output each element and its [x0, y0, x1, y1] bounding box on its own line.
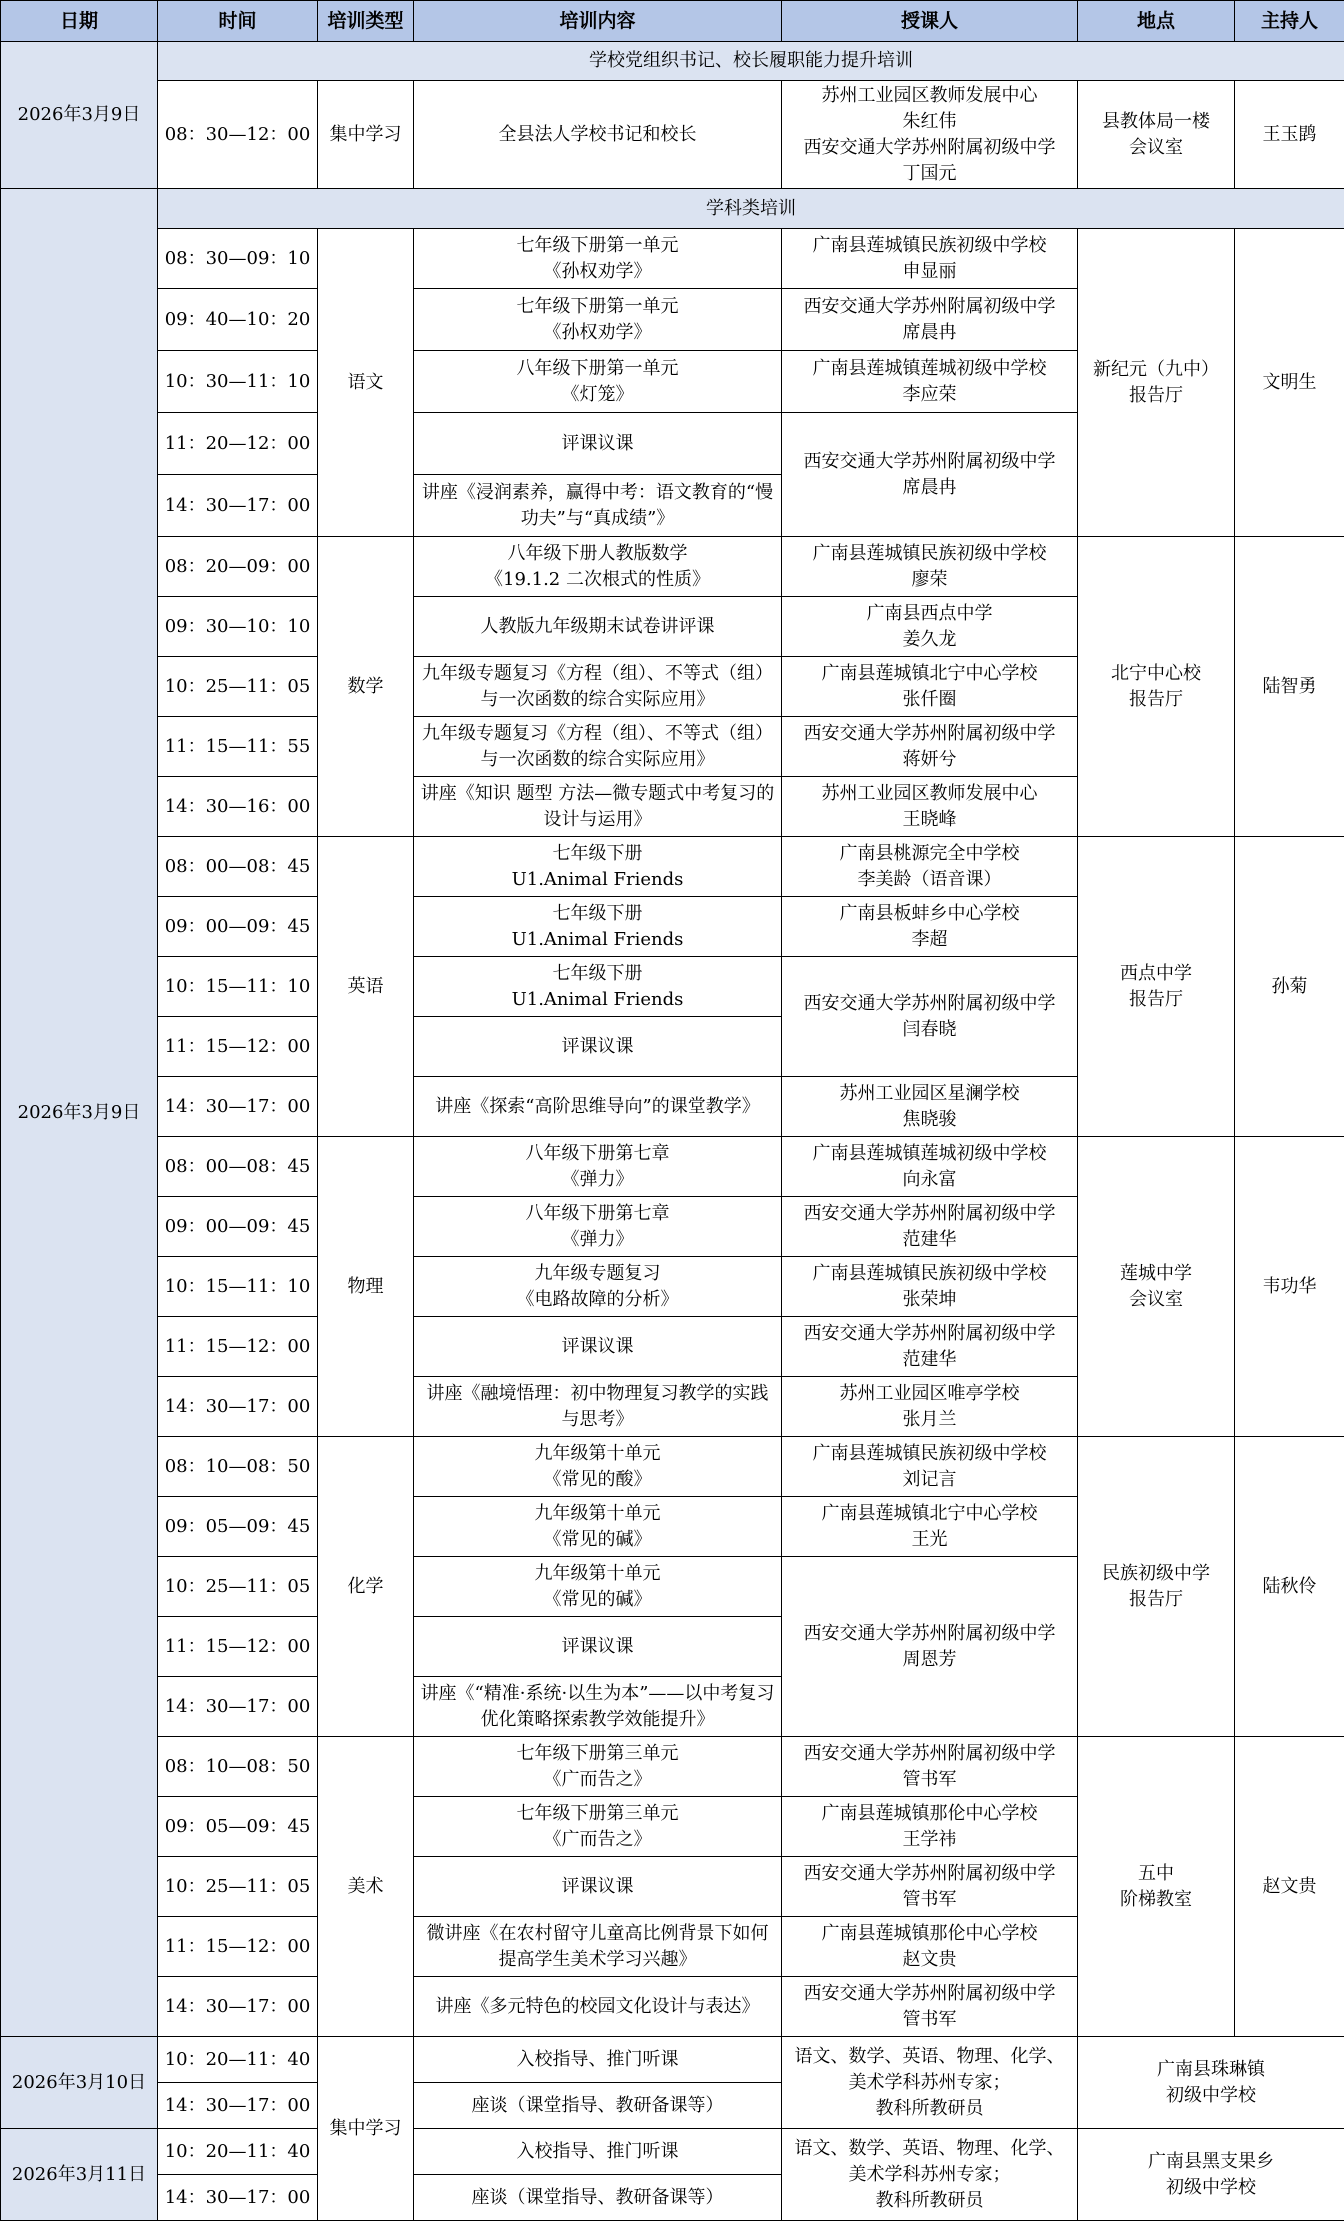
- date-cell: 2026年3月10日: [1, 2037, 158, 2129]
- teacher-cell: 西安交通大学苏州附属初级中学 范建华: [782, 1317, 1078, 1377]
- teacher-cell: 西安交通大学苏州附属初级中学 席晨冉: [782, 413, 1078, 537]
- time-cell: 11：15—12：00: [158, 1917, 318, 1977]
- section-title: 学科类培训: [158, 189, 1344, 229]
- host-cell: 韦功华: [1235, 1137, 1344, 1437]
- subject-cell-english: 英语: [318, 837, 414, 1137]
- teacher-cell: 西安交通大学苏州附属初级中学 蒋妍兮: [782, 717, 1078, 777]
- time-cell: 14：30—17：00: [158, 1077, 318, 1137]
- host-cell: 陆秋伶: [1235, 1437, 1344, 1737]
- teacher-cell: 广南县桃源完全中学校 李美龄（语音课）: [782, 837, 1078, 897]
- content-cell: 评课议课: [414, 1857, 782, 1917]
- time-cell: 10：15—11：10: [158, 957, 318, 1017]
- subject-cell-math: 数学: [318, 537, 414, 837]
- content-cell: 讲座《多元特色的校园文化设计与表达》: [414, 1977, 782, 2037]
- location-cell: 北宁中心校 报告厅: [1078, 537, 1235, 837]
- host-cell: 赵文贵: [1235, 1737, 1344, 2037]
- teacher-cell: 西安交通大学苏州附属初级中学 管书军: [782, 1737, 1078, 1797]
- header-type: 培训类型: [318, 1, 414, 42]
- table-row: [1, 537, 1344, 597]
- content-cell: 八年级下册第一单元 《灯笼》: [414, 351, 782, 413]
- time-cell: 09：00—09：45: [158, 897, 318, 957]
- content-cell: 评课议课: [414, 413, 782, 475]
- time-cell: 10：25—11：05: [158, 1557, 318, 1617]
- content-cell: 入校指导、推门听课: [414, 2037, 782, 2083]
- host-cell: 陆智勇: [1235, 537, 1344, 837]
- time-cell: 09：05—09：45: [158, 1797, 318, 1857]
- header-date: 日期: [1, 1, 158, 42]
- content-cell: 讲座《探索“高阶思维导向”的课堂教学》: [414, 1077, 782, 1137]
- teacher-cell: 苏州工业园区教师发展中心 王晓峰: [782, 777, 1078, 837]
- location-cell: 民族初级中学 报告厅: [1078, 1437, 1235, 1737]
- time-cell: 14：30—17：00: [158, 475, 318, 537]
- content-cell: 讲座《融境悟理：初中物理复习教学的实践与思考》: [414, 1377, 782, 1437]
- header-host: 主持人: [1235, 1, 1344, 42]
- time-cell: 10：15—11：10: [158, 1257, 318, 1317]
- table-row: [1, 1437, 1344, 1497]
- teacher-cell: 广南县莲城镇民族初级中学校 申显丽: [782, 229, 1078, 289]
- teacher-cell: 苏州工业园区教师发展中心 朱红伟 西安交通大学苏州附属初级中学 丁国元: [782, 81, 1078, 189]
- time-cell: 08：30—09：10: [158, 229, 318, 289]
- teacher-cell: 广南县板蚌乡中心学校 李超: [782, 897, 1078, 957]
- content-cell: 评课议课: [414, 1017, 782, 1077]
- teacher-cell: 西安交通大学苏州附属初级中学 闫春晓: [782, 957, 1078, 1077]
- table-row: [1, 189, 1344, 229]
- teacher-cell: 西安交通大学苏州附属初级中学 管书军: [782, 1857, 1078, 1917]
- teacher-cell: 广南县莲城镇民族初级中学校 张荣坤: [782, 1257, 1078, 1317]
- time-cell: 08：00—08：45: [158, 1137, 318, 1197]
- content-cell: 九年级第十单元 《常见的碱》: [414, 1557, 782, 1617]
- teacher-cell: 语文、数学、英语、物理、化学、美术学科苏州专家； 教科所教研员: [782, 2129, 1078, 2221]
- content-cell: 七年级下册 U1.Animal Friends: [414, 897, 782, 957]
- teacher-cell: 广南县莲城镇北宁中心学校 王光: [782, 1497, 1078, 1557]
- time-cell: 11：15—12：00: [158, 1317, 318, 1377]
- content-cell: 八年级下册人教版数学 《19.1.2 二次根式的性质》: [414, 537, 782, 597]
- location-cell: 广南县珠琳镇 初级中学校: [1078, 2037, 1344, 2129]
- teacher-cell: 广南县西点中学 姜久龙: [782, 597, 1078, 657]
- teacher-cell: 西安交通大学苏州附属初级中学 范建华: [782, 1197, 1078, 1257]
- teacher-cell: 苏州工业园区唯亭学校 张月兰: [782, 1377, 1078, 1437]
- table-row: [1, 837, 1344, 897]
- teacher-cell: 广南县莲城镇那伦中心学校 赵文贵: [782, 1917, 1078, 1977]
- time-cell: 10：25—11：05: [158, 1857, 318, 1917]
- subject-cell-chemistry: 化学: [318, 1437, 414, 1737]
- subject-cell-art: 美术: [318, 1737, 414, 2037]
- table-row: [1, 81, 1344, 189]
- table-row: [1, 1137, 1344, 1197]
- header-teacher: 授课人: [782, 1, 1078, 42]
- time-cell: 08：30—12：00: [158, 81, 318, 189]
- time-cell: 08：10—08：50: [158, 1437, 318, 1497]
- teacher-cell: 广南县莲城镇莲城初级中学校 向永富: [782, 1137, 1078, 1197]
- content-cell: 讲座《浸润素养，赢得中考：语文教育的“慢功夫”与“真成绩”》: [414, 475, 782, 537]
- table-row: [1, 229, 1344, 289]
- content-cell: 七年级下册第一单元 《孙权劝学》: [414, 229, 782, 289]
- content-cell: 座谈（课堂指导、教研备课等）: [414, 2175, 782, 2221]
- content-cell: 微讲座《在农村留守儿童高比例背景下如何提高学生美术学习兴趣》: [414, 1917, 782, 1977]
- host-cell: 文明生: [1235, 229, 1344, 537]
- time-cell: 14：30—17：00: [158, 1677, 318, 1737]
- time-cell: 11：15—11：55: [158, 717, 318, 777]
- section-title: 学校党组织书记、校长履职能力提升培训: [158, 42, 1344, 81]
- location-cell: 五中 阶梯教室: [1078, 1737, 1235, 2037]
- content-cell: 九年级专题复习《方程（组）、不等式（组）与一次函数的综合实际应用》: [414, 717, 782, 777]
- time-cell: 09：40—10：20: [158, 289, 318, 351]
- content-cell: 九年级专题复习《方程（组）、不等式（组）与一次函数的综合实际应用》: [414, 657, 782, 717]
- time-cell: 14：30—17：00: [158, 2083, 318, 2129]
- time-cell: 11：15—12：00: [158, 1017, 318, 1077]
- date-cell: 2026年3月9日: [1, 189, 158, 2037]
- teacher-cell: 西安交通大学苏州附属初级中学 管书军: [782, 1977, 1078, 2037]
- header-row: [1, 1, 1344, 42]
- teacher-cell: 广南县莲城镇民族初级中学校 刘记言: [782, 1437, 1078, 1497]
- content-cell: 七年级下册第三单元 《广而告之》: [414, 1797, 782, 1857]
- teacher-cell: 语文、数学、英语、物理、化学、美术学科苏州专家； 教科所教研员: [782, 2037, 1078, 2129]
- table-row: [1, 42, 1344, 81]
- teacher-cell: 西安交通大学苏州附属初级中学 席晨冉: [782, 289, 1078, 351]
- time-cell: 08：20—09：00: [158, 537, 318, 597]
- date-cell: 2026年3月9日: [1, 42, 158, 189]
- header-content: 培训内容: [414, 1, 782, 42]
- content-cell: 八年级下册第七章 《弹力》: [414, 1137, 782, 1197]
- header-location: 地点: [1078, 1, 1235, 42]
- time-cell: 10：20—11：40: [158, 2037, 318, 2083]
- time-cell: 10：25—11：05: [158, 657, 318, 717]
- content-cell: 人教版九年级期末试卷讲评课: [414, 597, 782, 657]
- content-cell: 九年级专题复习 《电路故障的分析》: [414, 1257, 782, 1317]
- host-cell: 孙菊: [1235, 837, 1344, 1137]
- content-cell: 七年级下册第三单元 《广而告之》: [414, 1737, 782, 1797]
- table-row: [1, 1737, 1344, 1797]
- content-cell: 座谈（课堂指导、教研备课等）: [414, 2083, 782, 2129]
- time-cell: 11：15—12：00: [158, 1617, 318, 1677]
- header-time: 时间: [158, 1, 318, 42]
- location-cell: 广南县黑支果乡 初级中学校: [1078, 2129, 1344, 2221]
- content-cell: 七年级下册第一单元 《孙权劝学》: [414, 289, 782, 351]
- type-cell: 集中学习: [318, 2037, 414, 2221]
- table-row: [1, 2129, 1344, 2175]
- time-cell: 14：30—17：00: [158, 1977, 318, 2037]
- type-cell: 集中学习: [318, 81, 414, 189]
- time-cell: 09：30—10：10: [158, 597, 318, 657]
- teacher-cell: 广南县莲城镇莲城初级中学校 李应荣: [782, 351, 1078, 413]
- teacher-cell: 广南县莲城镇民族初级中学校 廖荣: [782, 537, 1078, 597]
- table-row: [1, 2037, 1344, 2083]
- teacher-cell: 广南县莲城镇北宁中心学校 张仟圈: [782, 657, 1078, 717]
- teacher-cell: 苏州工业园区星澜学校 焦晓骏: [782, 1077, 1078, 1137]
- date-cell: 2026年3月11日: [1, 2129, 158, 2221]
- location-cell: 新纪元（九中） 报告厅: [1078, 229, 1235, 537]
- time-cell: 11：20—12：00: [158, 413, 318, 475]
- host-cell: 王玉鹍: [1235, 81, 1344, 189]
- time-cell: 14：30—17：00: [158, 1377, 318, 1437]
- subject-cell-chinese: 语文: [318, 229, 414, 537]
- content-cell: 八年级下册第七章 《弹力》: [414, 1197, 782, 1257]
- content-cell: 评课议课: [414, 1617, 782, 1677]
- teacher-cell: 广南县莲城镇那伦中心学校 王学祎: [782, 1797, 1078, 1857]
- content-cell: 全县法人学校书记和校长: [414, 81, 782, 189]
- time-cell: 14：30—17：00: [158, 2175, 318, 2221]
- content-cell: 九年级第十单元 《常见的碱》: [414, 1497, 782, 1557]
- location-cell: 县教体局一楼 会议室: [1078, 81, 1235, 189]
- content-cell: 入校指导、推门听课: [414, 2129, 782, 2175]
- location-cell: 莲城中学 会议室: [1078, 1137, 1235, 1437]
- time-cell: 09：05—09：45: [158, 1497, 318, 1557]
- teacher-cell: 西安交通大学苏州附属初级中学 周恩芳: [782, 1557, 1078, 1737]
- time-cell: 10：30—11：10: [158, 351, 318, 413]
- content-cell: 七年级下册 U1.Animal Friends: [414, 837, 782, 897]
- time-cell: 10：20—11：40: [158, 2129, 318, 2175]
- content-cell: 七年级下册 U1.Animal Friends: [414, 957, 782, 1017]
- location-cell: 西点中学 报告厅: [1078, 837, 1235, 1137]
- content-cell: 讲座《“精准·系统·以生为本”——以中考复习优化策略探索教学效能提升》: [414, 1677, 782, 1737]
- content-cell: 评课议课: [414, 1317, 782, 1377]
- time-cell: 08：10—08：50: [158, 1737, 318, 1797]
- time-cell: 14：30—16：00: [158, 777, 318, 837]
- time-cell: 08：00—08：45: [158, 837, 318, 897]
- time-cell: 09：00—09：45: [158, 1197, 318, 1257]
- subject-cell-physics: 物理: [318, 1137, 414, 1437]
- content-cell: 九年级第十单元 《常见的酸》: [414, 1437, 782, 1497]
- content-cell: 讲座《知识 题型 方法—微专题式中考复习的设计与运用》: [414, 777, 782, 837]
